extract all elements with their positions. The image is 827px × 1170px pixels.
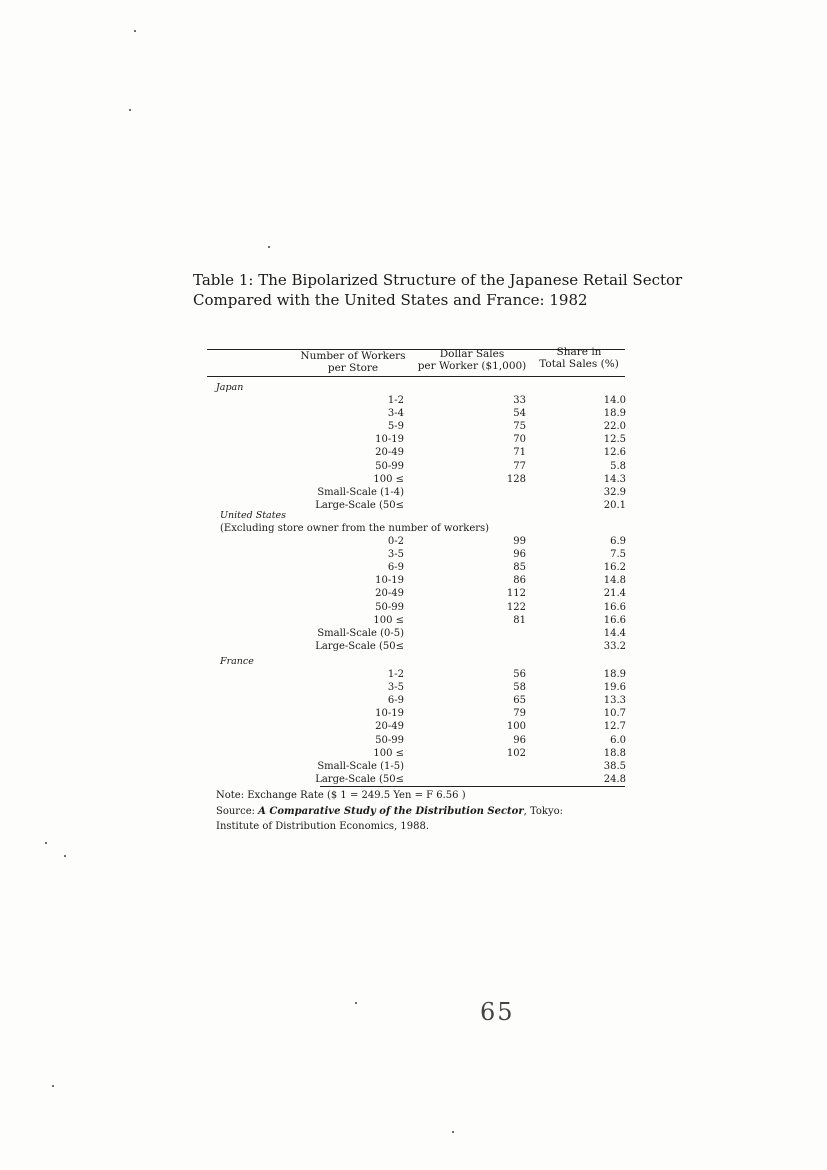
scan-speck bbox=[355, 1002, 357, 1004]
table-row bbox=[0, 695, 827, 708]
cell-workers: 20-49 bbox=[375, 447, 404, 459]
cell-sales: 99 bbox=[513, 535, 526, 547]
cell-workers: 1-2 bbox=[387, 394, 404, 406]
cell-workers: Small-Scale (1-4) bbox=[317, 486, 404, 498]
cell-share: 32.9 bbox=[603, 486, 626, 498]
cell-sales: 100 bbox=[506, 721, 526, 733]
source-note bbox=[216, 805, 563, 819]
cell-sales: 85 bbox=[513, 561, 526, 573]
cell-sales: 71 bbox=[513, 447, 526, 459]
cell-workers: 10-19 bbox=[375, 575, 404, 587]
cell-workers: 3-4 bbox=[387, 407, 404, 419]
cell-workers: 5-9 bbox=[387, 420, 404, 432]
cell-share: 7.5 bbox=[610, 548, 626, 560]
cell-workers: Large-Scale (50≤ bbox=[315, 641, 404, 653]
cell-workers: 6-9 bbox=[387, 694, 404, 706]
table-row bbox=[0, 549, 827, 562]
cell-sales: 58 bbox=[513, 681, 526, 693]
section-title: Japan bbox=[216, 382, 244, 393]
cell-sales: 128 bbox=[506, 473, 526, 485]
scan-speck bbox=[134, 30, 136, 32]
header-sales bbox=[416, 348, 528, 372]
header-share bbox=[533, 346, 625, 370]
table-row bbox=[0, 421, 827, 434]
table-row bbox=[0, 682, 827, 695]
cell-sales: 96 bbox=[513, 548, 526, 560]
cell-share: 14.3 bbox=[603, 473, 626, 485]
cell-share: 10.7 bbox=[603, 708, 626, 720]
table-caption bbox=[193, 270, 682, 310]
section-title: United States bbox=[220, 510, 287, 521]
cell-share: 14.4 bbox=[603, 627, 626, 639]
cell-workers: 100 ≤ bbox=[373, 473, 404, 485]
cell-sales: 112 bbox=[506, 588, 526, 600]
cell-workers: 0-2 bbox=[387, 535, 404, 547]
caption-line-2: Compared with the United States and France: 1982 bbox=[193, 291, 588, 309]
table-row bbox=[0, 748, 827, 761]
cell-share: 6.9 bbox=[610, 535, 626, 547]
caption-line-1: Table 1: The Bipolarized Structure of the Japanese Retail Sector bbox=[193, 271, 683, 289]
table-row bbox=[0, 669, 827, 682]
cell-sales: 96 bbox=[513, 734, 526, 746]
cell-workers: 50-99 bbox=[375, 734, 404, 746]
cell-sales: 33 bbox=[513, 394, 526, 406]
source-prefix: Source: bbox=[216, 806, 259, 817]
cell-share: 6.0 bbox=[610, 734, 626, 746]
table-row bbox=[0, 735, 827, 748]
cell-workers: 50-99 bbox=[375, 601, 404, 613]
table-row bbox=[0, 461, 827, 474]
cell-sales: 77 bbox=[513, 460, 526, 472]
scan-speck bbox=[268, 246, 270, 248]
source-title: A Comparative Study of the Distribution Sector bbox=[258, 806, 524, 817]
table-row bbox=[0, 474, 827, 487]
header-share-line2: Total Sales (%) bbox=[539, 358, 619, 370]
table-row bbox=[0, 408, 827, 421]
table-row bbox=[0, 575, 827, 588]
cell-share: 38.5 bbox=[603, 760, 626, 772]
cell-sales: 70 bbox=[513, 434, 526, 446]
cell-workers: Large-Scale (50≤ bbox=[315, 500, 404, 512]
table-row bbox=[0, 487, 827, 500]
cell-share: 12.5 bbox=[603, 434, 626, 446]
cell-workers: 20-49 bbox=[375, 588, 404, 600]
cell-share: 14.0 bbox=[603, 394, 626, 406]
header-share-line1: Share in bbox=[556, 346, 602, 358]
cell-workers: 100 ≤ bbox=[373, 747, 404, 759]
cell-workers: 50-99 bbox=[375, 460, 404, 472]
cell-share: 5.8 bbox=[610, 460, 626, 472]
bottom-rule bbox=[320, 786, 625, 787]
cell-share: 12.7 bbox=[603, 721, 626, 733]
cell-sales: 81 bbox=[513, 614, 526, 626]
cell-share: 18.9 bbox=[603, 407, 626, 419]
source-suffix: , Tokyo: bbox=[523, 806, 563, 817]
cell-workers: 3-5 bbox=[387, 681, 404, 693]
section-title: France bbox=[220, 656, 254, 667]
cell-sales: 79 bbox=[513, 708, 526, 720]
cell-sales: 102 bbox=[506, 747, 526, 759]
scan-speck bbox=[52, 1085, 54, 1087]
cell-workers: Small-Scale (1-5) bbox=[317, 760, 404, 772]
cell-sales: 65 bbox=[513, 694, 526, 706]
header-workers-line2: per Store bbox=[327, 362, 379, 374]
table-row bbox=[0, 641, 827, 654]
cell-workers: Small-Scale (0-5) bbox=[317, 627, 404, 639]
table-row bbox=[0, 500, 827, 513]
table-row bbox=[0, 615, 827, 628]
cell-share: 24.8 bbox=[603, 774, 626, 786]
header-sales-line2: per Worker ($1,000) bbox=[417, 360, 527, 372]
cell-share: 18.8 bbox=[603, 747, 626, 759]
cell-share: 12.6 bbox=[603, 447, 626, 459]
table-row bbox=[0, 708, 827, 721]
table-row bbox=[0, 395, 827, 408]
cell-workers: 6-9 bbox=[387, 561, 404, 573]
table-row bbox=[0, 447, 827, 460]
table-row bbox=[0, 628, 827, 641]
cell-workers: 10-19 bbox=[375, 708, 404, 720]
cell-workers: 1-2 bbox=[387, 668, 404, 680]
header-rule bbox=[207, 376, 625, 377]
scan-speck bbox=[452, 1131, 454, 1133]
page-number: 65 bbox=[480, 998, 515, 1026]
cell-share: 14.8 bbox=[603, 575, 626, 587]
cell-workers: 10-19 bbox=[375, 434, 404, 446]
header-sales-line1: Dollar Sales bbox=[439, 348, 505, 360]
scan-speck bbox=[45, 842, 47, 844]
cell-share: 22.0 bbox=[603, 420, 626, 432]
cell-sales: 54 bbox=[513, 407, 526, 419]
cell-share: 16.6 bbox=[603, 601, 626, 613]
scan-speck bbox=[129, 109, 131, 111]
table-row bbox=[0, 562, 827, 575]
table-row bbox=[0, 588, 827, 601]
header-workers-line1: Number of Workers bbox=[300, 350, 406, 362]
cell-share: 19.6 bbox=[603, 681, 626, 693]
cell-sales: 86 bbox=[513, 575, 526, 587]
exchange-note: Note: Exchange Rate ($ 1 = 249.5 Yen = F 6.56 ) bbox=[216, 790, 466, 801]
header-workers bbox=[292, 350, 414, 374]
cell-workers: 100 ≤ bbox=[373, 614, 404, 626]
cell-sales: 122 bbox=[506, 601, 526, 613]
cell-workers: 20-49 bbox=[375, 721, 404, 733]
table-row bbox=[0, 721, 827, 734]
cell-share: 21.4 bbox=[603, 588, 626, 600]
table-row bbox=[0, 536, 827, 549]
table-row bbox=[0, 602, 827, 615]
cell-share: 16.2 bbox=[603, 561, 626, 573]
table-row bbox=[0, 761, 827, 774]
scan-speck bbox=[64, 855, 66, 857]
cell-share: 33.2 bbox=[603, 641, 626, 653]
cell-sales: 56 bbox=[513, 668, 526, 680]
table-row bbox=[0, 434, 827, 447]
cell-share: 13.3 bbox=[603, 694, 626, 706]
cell-workers: 3-5 bbox=[387, 548, 404, 560]
section-note: (Excluding store owner from the number of workers) bbox=[220, 522, 490, 534]
cell-share: 16.6 bbox=[603, 614, 626, 626]
cell-share: 18.9 bbox=[603, 668, 626, 680]
cell-sales: 75 bbox=[513, 420, 526, 432]
source-line-2: Institute of Distribution Economics, 1988. bbox=[216, 821, 430, 832]
cell-share: 20.1 bbox=[603, 500, 626, 512]
cell-workers: Large-Scale (50≤ bbox=[315, 774, 404, 786]
table-notes bbox=[216, 789, 563, 834]
